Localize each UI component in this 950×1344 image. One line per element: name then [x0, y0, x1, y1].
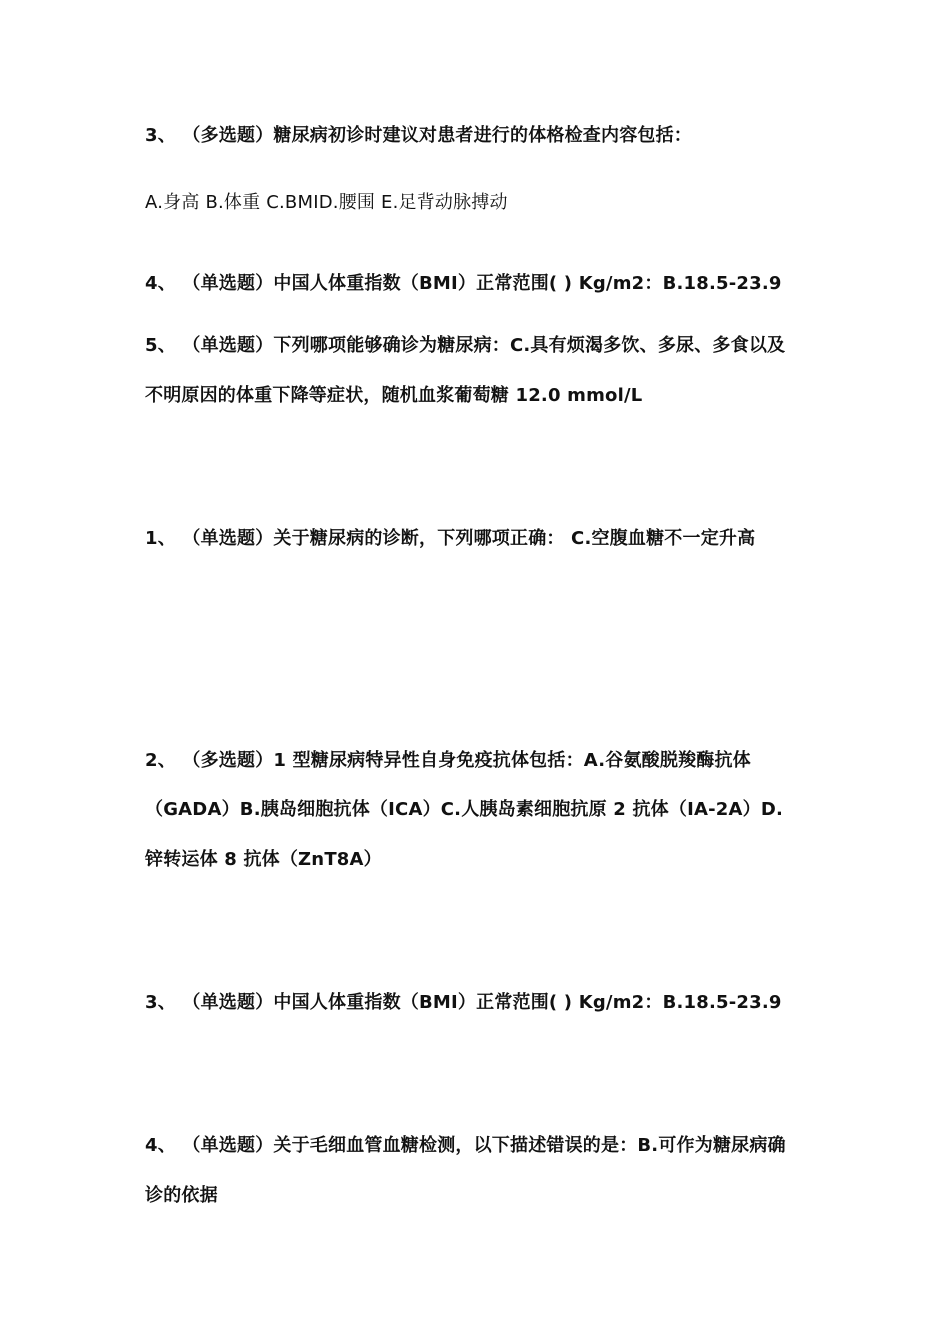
question-2-multi-line3: 锌转运体 8 抗体（ZnT8A） — [145, 849, 382, 870]
question-3-multi-options: A.身高 B.体重 C.BMID.腰围 E.足背动脉搏动 — [145, 192, 508, 213]
question-3-multi-stem: 3、 （多选题）糖尿病初诊时建议对患者进行的体格检查内容包括： — [145, 125, 692, 146]
question-3-single: 3、 （单选题）中国人体重指数（BMI）正常范围( ) Kg/m2：B.18.5-23.9 — [145, 992, 782, 1013]
question-2-multi-line2: （GADA）B.胰岛细胞抗体（ICA）C.人胰岛素细胞抗原 2 抗体（IA-2A）D. — [145, 799, 784, 820]
question-5-single-line1: 5、 （单选题）下列哪项能够确诊为糖尿病：C.具有烦渴多饮、多尿、多食以及 — [145, 335, 786, 356]
question-4-single-b-line2: 诊的依据 — [145, 1185, 218, 1206]
question-2-multi-line1: 2、 （多选题）1 型糖尿病特异性自身免疫抗体包括：A.谷氨酸脱羧酶抗体 — [145, 750, 751, 771]
question-4-single: 4、 （单选题）中国人体重指数（BMI）正常范围( ) Kg/m2：B.18.5-23.9 — [145, 273, 782, 294]
question-1-single: 1、 （单选题）关于糖尿病的诊断，下列哪项正确： C.空腹血糖不一定升高 — [145, 528, 756, 549]
question-4-single-b-line1: 4、 （单选题）关于毛细血管血糖检测，以下描述错误的是：B.可作为糖尿病确 — [145, 1135, 786, 1156]
question-5-single-line2: 不明原因的体重下降等症状，随机血浆葡萄糖 12.0 mmol/L — [145, 385, 643, 406]
